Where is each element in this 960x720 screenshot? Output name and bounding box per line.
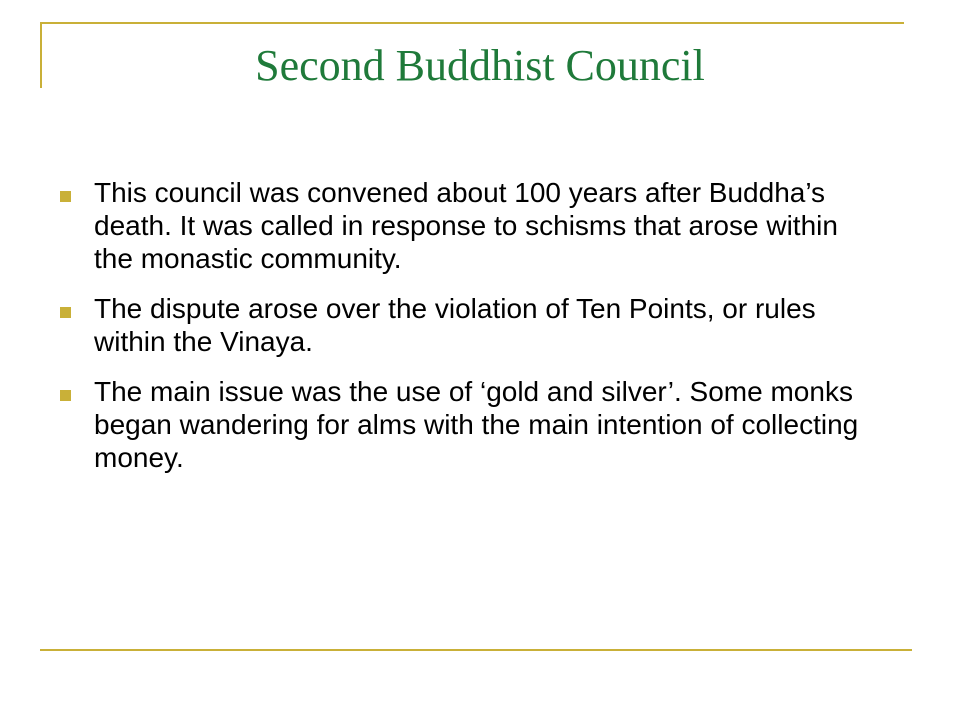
- bullet-item: [60, 176, 880, 275]
- bullet-text: The dispute arose over the violation of Ten Points, or rules within the Vinaya.: [94, 293, 816, 357]
- bullet-item: [60, 292, 880, 358]
- bullet-text: The main issue was the use of ‘gold and silver’. Some monks began wandering for alms with the main intention of collecting money.: [94, 376, 859, 473]
- square-bullet-icon: [60, 390, 71, 401]
- frame-top-line: [40, 22, 904, 24]
- bullet-text: This council was convened about 100 years after Buddha’s death. It was called in response to schisms that arose within the monastic community.: [94, 177, 838, 274]
- slide-title: Second Buddhist Council: [255, 41, 705, 90]
- bullet-list: [60, 176, 880, 491]
- bullet-item: [60, 375, 880, 474]
- frame-bottom-line: [40, 649, 912, 651]
- square-bullet-icon: [60, 191, 71, 202]
- square-bullet-icon: [60, 307, 71, 318]
